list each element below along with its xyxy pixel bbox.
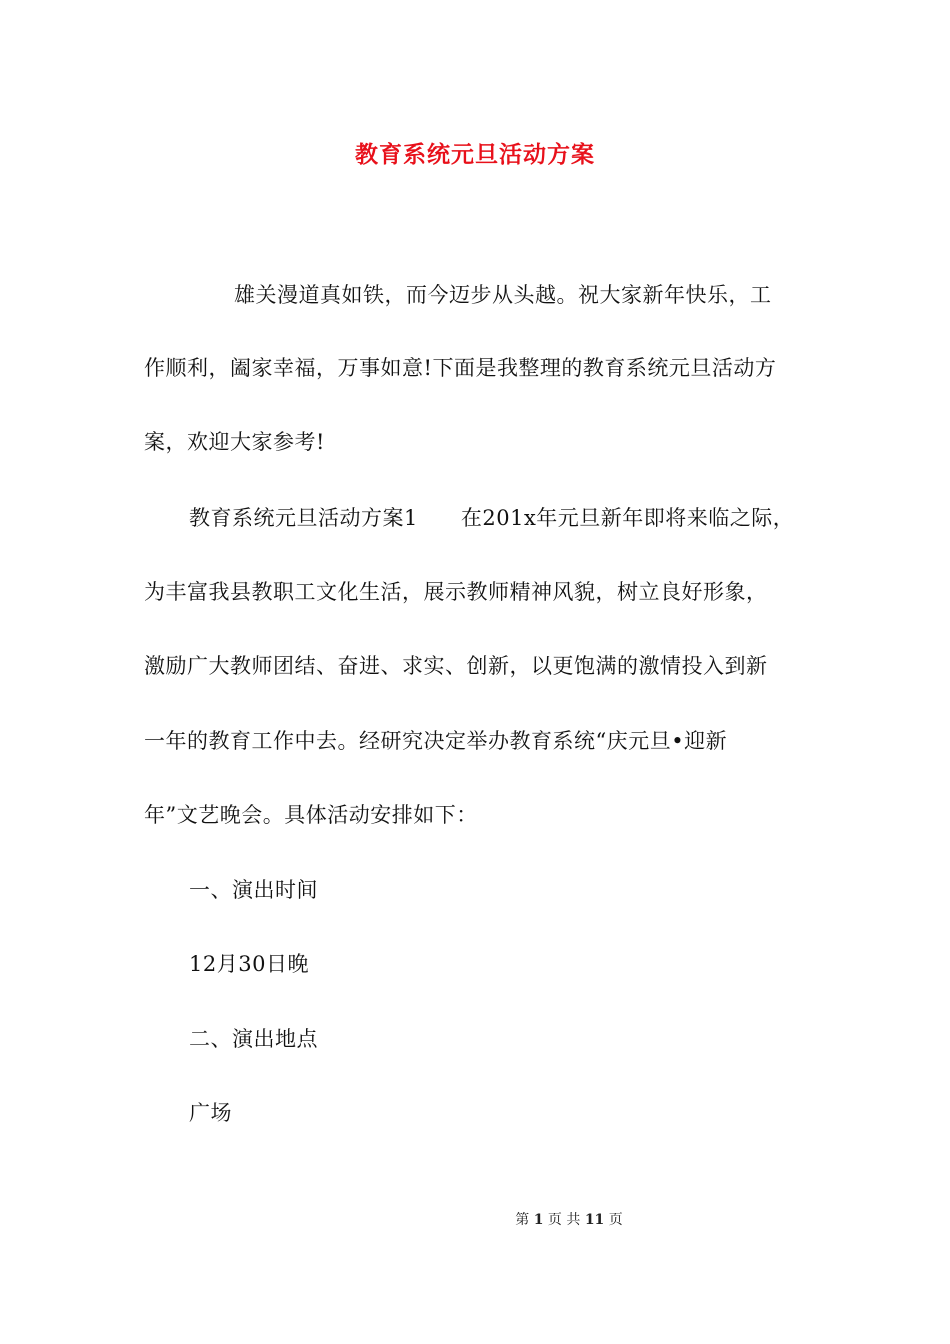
paragraph-line: 广场 (189, 1101, 232, 1125)
footer-prefix: 第 (515, 1212, 530, 1228)
paragraph-line: 教育系统元旦活动方案1 在201x年元旦新年即将来临之际， (189, 506, 795, 530)
paragraph-line: 雄关漫道真如铁，而今迈步从头越。祝大家新年快乐，工 (234, 283, 772, 307)
footer-middle: 页 共 (547, 1212, 581, 1228)
paragraph-line: 12月30日晚 (189, 952, 309, 976)
paragraph-line: 年”文艺晚会。具体活动安排如下： (144, 803, 478, 827)
paragraph-line: 案，欢迎大家参考! (144, 430, 325, 454)
section-heading: 二、演出地点 (189, 1027, 318, 1051)
paragraph-line: 激励广大教师团结、奋进、求实、创新，以更饱满的激情投入到新 (144, 654, 768, 678)
footer-suffix: 页 (608, 1212, 623, 1228)
footer-total-pages: 11 (584, 1212, 605, 1228)
paragraph-line: 为丰富我县教职工文化生活，展示教师精神风貌，树立良好形象， (144, 580, 768, 604)
document-title: 教育系统元旦活动方案 (355, 141, 595, 168)
footer-page-number: 1 (533, 1212, 544, 1228)
section-heading: 一、演出时间 (189, 878, 318, 902)
paragraph-line: 作顺利，阖家幸福，万事如意!下面是我整理的教育系统元旦活动方 (144, 356, 777, 380)
paragraph-line: 一年的教育工作中去。经研究决定举办教育系统“庆元旦•迎新 (144, 729, 728, 753)
page-footer (0, 1209, 950, 1229)
